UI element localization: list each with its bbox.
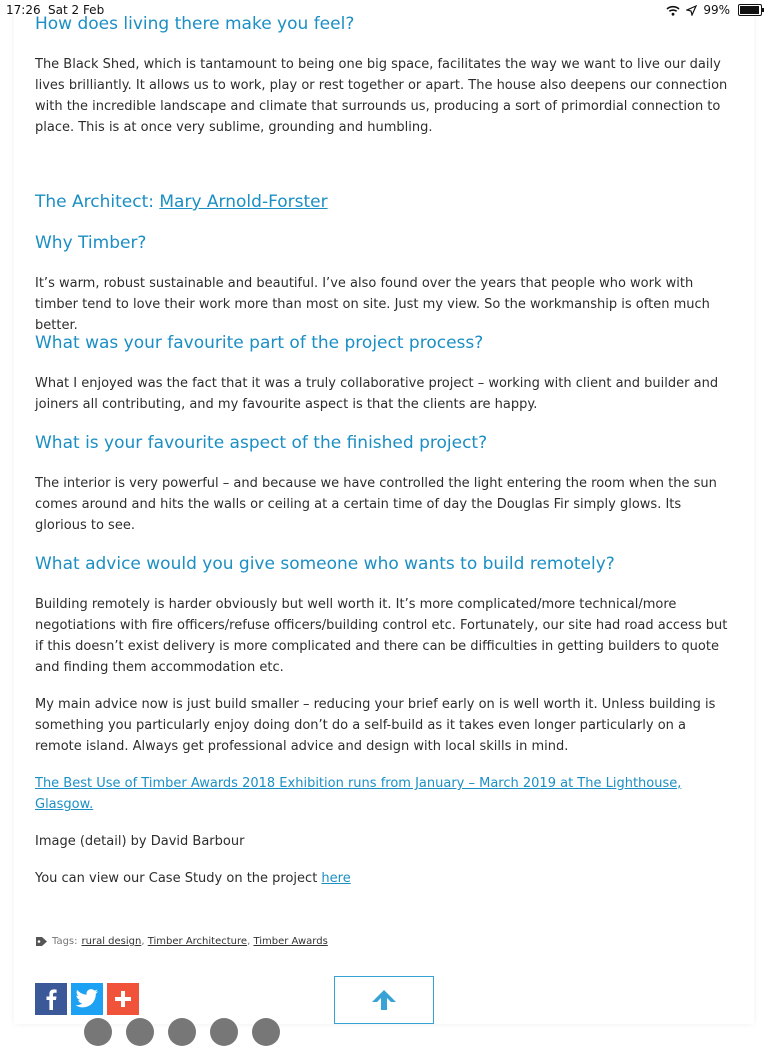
exhibition-paragraph [35, 773, 735, 815]
question-build-remotely: What advice would you give someone who wants to build remotely? [35, 554, 615, 574]
social-circle[interactable] [210, 1018, 238, 1046]
tag-timber-awards[interactable]: Timber Awards [253, 936, 328, 947]
tag-separator: , [141, 936, 145, 947]
answer-favourite-part: What I enjoyed was the fact that it was a truly collaborative project – working with client and builder and joiners all contributing, and my favourite aspect is that the clients are happy. [35, 376, 719, 412]
more-share-button[interactable] [107, 983, 139, 1015]
twitter-icon [75, 989, 99, 1009]
tags-row [35, 936, 328, 947]
question-favourite-part: What was your favourite part of the project process? [35, 333, 484, 353]
case-study-prefix: You can view our Case Study on the project [35, 871, 322, 886]
status-date: Sat 2 Feb [48, 3, 105, 17]
status-time: 17:26 [6, 3, 41, 17]
tags-label: Tags: [52, 936, 78, 947]
tag-separator: , [247, 936, 251, 947]
answer-build-remotely-2: My main advice now is just build smaller – reducing your brief early on is well worth it. Unless building is something you particularly enjoy doing don’t do a self-build as it takes even longer particularly on a remote island. Always get professional advice and design with local skills in mind. [35, 697, 716, 754]
facebook-icon [43, 988, 59, 1010]
battery-percent: 99% [703, 3, 730, 17]
back-to-top-button[interactable] [334, 976, 434, 1024]
tag-icon [35, 936, 48, 947]
facebook-share-button[interactable] [35, 983, 67, 1015]
question-living-feel: How does living there make you feel? [35, 14, 355, 34]
article-page [14, 0, 754, 1024]
case-study-link[interactable]: here [321, 871, 351, 886]
answer-build-remotely-1: Building remotely is harder obviously but well worth it. It’s more complicated/more technical/more negotiations with fire officers/refuse officers/building control etc. Fortunately, our site had road access but if this doesn’t exist delivery is more complicated and there can be difficulties in getting builders to quote and finding them accommodation etc. [35, 597, 728, 675]
twitter-share-button[interactable] [71, 983, 103, 1015]
arrow-up-icon [371, 989, 397, 1011]
social-circle[interactable] [168, 1018, 196, 1046]
question-favourite-aspect: What is your favourite aspect of the finished project? [35, 433, 488, 453]
image-credit: Image (detail) by David Barbour [35, 834, 245, 849]
case-study-paragraph [35, 868, 735, 889]
answer-favourite-aspect: The interior is very powerful – and because we have controlled the light entering the room when the sun comes around and hits the walls or ceiling at a certain time of day the Douglas Fir simply glows. Its glorious to see. [35, 476, 717, 533]
location-icon [686, 5, 697, 16]
battery-icon [738, 4, 762, 16]
architect-prefix: The Architect: [35, 192, 160, 212]
wifi-icon [666, 5, 680, 16]
social-circle[interactable] [84, 1018, 112, 1046]
social-circle[interactable] [252, 1018, 280, 1046]
architect-name-link[interactable]: Mary Arnold-Forster [159, 192, 328, 212]
tag-rural-design[interactable]: rural design [81, 936, 142, 947]
answer-living-feel: The Black Shed, which is tantamount to being one big space, facilitates the way we want to live our daily lives brilliantly. It allows us to work, play or rest together or apart. The house also deepens our connection with the incredible landscape and climate that surrounds us, producing a sort of primordial connection to place. This is at once very sublime, grounding and humbling. [35, 57, 728, 135]
tag-timber-architecture[interactable]: Timber Architecture [147, 936, 248, 947]
share-buttons [35, 983, 139, 1015]
exhibition-link[interactable]: The Best Use of Timber Awards 2018 Exhibition runs from January – March 2019 at The Lighthouse, Glasgow. [35, 776, 682, 812]
bottom-social-row [84, 1018, 280, 1046]
status-right [666, 3, 762, 17]
plus-icon [114, 990, 132, 1008]
social-circle[interactable] [126, 1018, 154, 1046]
answer-why-timber: It’s warm, robust sustainable and beautiful. I’ve also found over the years that people who work with timber tend to love their work more than most on site. Just my view. So the workmanship is often much better. [35, 276, 710, 333]
status-bar [0, 0, 768, 20]
architect-heading [35, 192, 735, 212]
question-why-timber: Why Timber? [35, 233, 147, 253]
tags-list [82, 936, 328, 947]
